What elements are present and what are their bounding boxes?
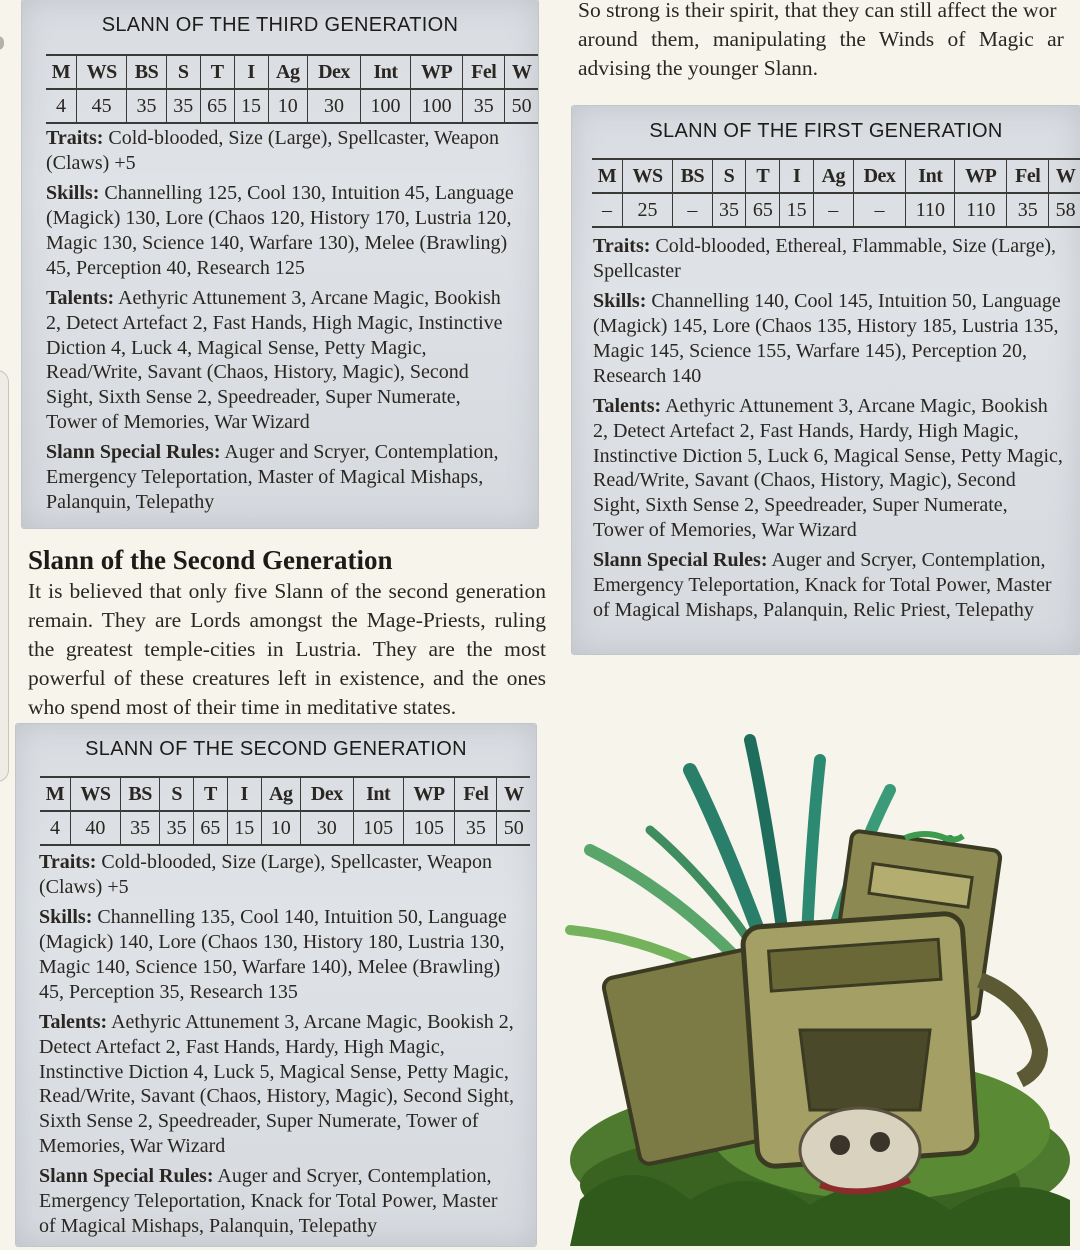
- stat-value: 50: [497, 811, 530, 845]
- skills-text: Channelling 135, Cool 140, Intuition 50, Language (Magick) 140, Lore (Chaos 130, History 180, Lustria 130, Magic 140, Science 150, Warfare 140), Melee (Brawling) 45, Perception 35, Research 135: [39, 906, 507, 1003]
- device-button: [0, 36, 4, 50]
- stat-value: 10: [261, 811, 300, 845]
- stat-header: I: [227, 777, 261, 811]
- stat-value: 30: [300, 811, 353, 845]
- special-rules-label: Slann Special Rules:: [593, 549, 768, 572]
- stat-header: BS: [127, 55, 167, 89]
- stat-value: 4: [56, 94, 66, 117]
- special-rules-label: Slann Special Rules:: [39, 1165, 214, 1188]
- stat-value: 110: [955, 193, 1007, 227]
- stat-header: BS: [673, 159, 712, 193]
- skills-entry: [46, 181, 516, 280]
- stat-value: 35: [712, 193, 746, 227]
- stat-header: I: [780, 159, 814, 193]
- stat-value: 35: [463, 89, 505, 123]
- stat-value: 10: [268, 89, 307, 123]
- section-paragraph: It is believed that only five Slann of the second generation remain. They are Lords amongst the Mage-Priests, ruling the greatest temple-cities in Lustria. They are the most powerful of these creatures left in existence, and the ones who spend most of their time in meditative states.: [28, 579, 546, 719]
- traits-entry: [593, 234, 1063, 283]
- stat-value: 25: [622, 193, 672, 227]
- slann-palanquin-illustration: [550, 730, 1080, 1246]
- stat-value: 4: [49, 816, 60, 839]
- traits-text: Cold-blooded, Ethereal, Flammable, Size (Large), Spellcaster: [593, 235, 1057, 282]
- stat-header: WP: [403, 777, 455, 811]
- stat-header: S: [166, 55, 200, 89]
- statblock-rules: [46, 126, 516, 521]
- skills-text: Channelling 125, Cool 130, Intuition 45, Language (Magick) 130, Lore (Chaos 120, History 170, Lustria 120, Magic 130, Science 140, Warfare 130), Melee (Brawling) 45, Perception 40, Research 125: [46, 182, 514, 279]
- stat-header: WS: [70, 777, 120, 811]
- intro-line: So strong is their spirit, that they can still affect the wor: [578, 0, 1057, 22]
- stat-header: Ag: [261, 777, 300, 811]
- stat-header: M: [45, 782, 65, 805]
- slann-palanquin-icon: [550, 730, 1080, 1246]
- stat-header: T: [194, 777, 228, 811]
- stat-header-row: [40, 777, 530, 811]
- stat-table: [46, 54, 538, 124]
- stat-value: 50: [505, 89, 538, 123]
- intro-text: [578, 0, 1080, 96]
- stat-header: T: [200, 55, 234, 89]
- stat-value: 35: [455, 811, 497, 845]
- stat-value: –: [601, 198, 612, 221]
- stat-value: 105: [403, 811, 455, 845]
- stat-table: [592, 158, 1080, 228]
- skills-text: Channelling 140, Cool 145, Intuition 50, Language (Magick) 145, Lore (Chaos 135, History 185, Lustria 135, Magic 145, Science 155, Warfare 145), Perception 20, Research 140: [593, 290, 1061, 387]
- stat-header: W: [505, 55, 538, 89]
- stat-header: Ag: [814, 159, 853, 193]
- stat-value: 35: [166, 89, 200, 123]
- stat-value: 15: [227, 811, 261, 845]
- stat-value: 35: [127, 89, 167, 123]
- stat-header: Fel: [455, 777, 497, 811]
- stat-value: 35: [120, 811, 159, 845]
- traits-label: Traits:: [46, 127, 104, 149]
- statblock-second-generation: [16, 724, 536, 1246]
- stat-header: T: [746, 159, 780, 193]
- special-rules-entry: [593, 548, 1063, 622]
- statblock-third-generation: [22, 0, 538, 528]
- stat-header: W: [497, 777, 530, 811]
- stat-value: 100: [411, 89, 463, 123]
- special-rules-text: Auger and Scryer, Contemplation, Emergency Teleportation, Master of Magical Mishaps, Palanquin, Telepathy: [46, 441, 499, 513]
- stat-value: 35: [1007, 193, 1049, 227]
- stat-header: Dex: [300, 777, 353, 811]
- talents-text: Aethyric Attunement 3, Arcane Magic, Bookish 2, Detect Artefact 2, Fast Hands, Hardy, High Magic, Instinctive Diction 4, Luck 5, Magical Sense, Petty Magic, Read/Write, Savant (Chaos, History, Magic), Second Sight, Sixth Sense 2, Speedreader, Super Numerate, Tower of Memories, War Wizard: [39, 1011, 515, 1157]
- stat-header: WP: [411, 55, 463, 89]
- special-rules-text: Auger and Scryer, Contemplation, Emergency Teleportation, Knack for Total Power, Master of Magical Mishaps, Palanquin, Telepathy: [39, 1165, 498, 1237]
- stat-header: BS: [120, 777, 159, 811]
- statblock-title: SLANN OF THE THIRD GENERATION: [101, 14, 459, 36]
- stat-value: 65: [194, 811, 228, 845]
- stat-table: [40, 776, 530, 846]
- talents-text: Aethyric Attunement 3, Arcane Magic, Bookish 2, Detect Artefact 2, Fast Hands, High Magic, Instinctive Diction 4, Luck 4, Magical Sense, Petty Magic, Read/Write, Savant (Chaos, History, Magic), Second Sight, Sixth Sense 2, Speedreader, Super Numerate, Tower of Memories, War Wizard: [46, 287, 503, 433]
- stat-value: 15: [780, 193, 814, 227]
- stat-header: Int: [361, 55, 411, 89]
- stat-value: –: [673, 193, 712, 227]
- statblock-title: SLANN OF THE FIRST GENERATION: [649, 120, 1003, 142]
- talents-text: Aethyric Attunement 3, Arcane Magic, Bookish 2, Detect Artefact 2, Fast Hands, Hardy, High Magic, Instinctive Diction 5, Luck 6, Magical Sense, Petty Magic, Read/Write, Savant (Chaos, History, Magic), Second Sight, Sixth Sense 2, Speedreader, Super Numerate, Tower of Memories, War Wizard: [593, 395, 1063, 541]
- stat-header: S: [712, 159, 746, 193]
- stat-value: 65: [746, 193, 780, 227]
- special-rules-entry: [39, 1164, 517, 1238]
- stat-value-row: [592, 193, 1080, 227]
- traits-entry: [46, 126, 516, 175]
- stat-value-row: [46, 89, 538, 123]
- traits-label: Traits:: [593, 235, 651, 257]
- stat-header: W: [1049, 159, 1080, 193]
- stat-header: Int: [906, 159, 955, 193]
- intro-line: around them, manipulating the Winds of Magic ar: [578, 27, 1064, 51]
- stat-value: 105: [353, 811, 403, 845]
- stat-header: Fel: [463, 55, 505, 89]
- stat-header: WS: [77, 55, 127, 89]
- stat-value: 65: [200, 89, 234, 123]
- stat-value: –: [853, 193, 906, 227]
- stat-value-row: [40, 811, 530, 845]
- stat-value: 35: [160, 811, 194, 845]
- traits-label: Traits:: [39, 851, 97, 873]
- stat-value: 30: [307, 89, 360, 123]
- stat-header: Dex: [853, 159, 906, 193]
- stat-header: I: [234, 55, 268, 89]
- stat-header: M: [597, 164, 617, 187]
- stat-header: WS: [622, 159, 672, 193]
- stat-header: M: [51, 60, 71, 83]
- traits-entry: [39, 850, 517, 899]
- stat-header: WP: [955, 159, 1007, 193]
- stat-header-row: [592, 159, 1080, 193]
- skills-label: Skills:: [593, 290, 647, 313]
- special-rules-label: Slann Special Rules:: [46, 441, 221, 464]
- talents-entry: [593, 394, 1063, 542]
- statblock-rules: [39, 850, 517, 1245]
- stat-header-row: [46, 55, 538, 89]
- device-edge: [0, 370, 9, 782]
- traits-text: Cold-blooded, Size (Large), Spellcaster, Weapon (Claws) +5: [39, 851, 493, 898]
- stat-header: Fel: [1007, 159, 1049, 193]
- stat-value: 15: [234, 89, 268, 123]
- talents-label: Talents:: [593, 395, 662, 418]
- stat-value: 40: [70, 811, 120, 845]
- statblock-first-generation: [572, 106, 1080, 654]
- traits-text: Cold-blooded, Size (Large), Spellcaster, Weapon (Claws) +5: [46, 127, 500, 174]
- stat-header: Int: [353, 777, 403, 811]
- talents-entry: [39, 1010, 517, 1158]
- stat-header: Dex: [307, 55, 360, 89]
- special-rules-entry: [46, 440, 516, 514]
- stat-value: 100: [361, 89, 411, 123]
- stat-value: 110: [906, 193, 955, 227]
- skills-entry: [39, 905, 517, 1004]
- talents-label: Talents:: [39, 1011, 108, 1034]
- talents-label: Talents:: [46, 287, 115, 310]
- stat-header: S: [160, 777, 194, 811]
- section-heading: Slann of the Second Generation: [28, 545, 393, 575]
- skills-label: Skills:: [46, 182, 100, 205]
- stat-value: 58: [1049, 193, 1080, 227]
- statblock-rules: [593, 234, 1063, 629]
- skills-entry: [593, 289, 1063, 388]
- talents-entry: [46, 286, 516, 434]
- statblock-title: SLANN OF THE SECOND GENERATION: [85, 738, 467, 760]
- skills-label: Skills:: [39, 906, 93, 929]
- stat-value: –: [814, 193, 853, 227]
- special-rules-text: Auger and Scryer, Contemplation, Emergency Teleportation, Knack for Total Power, Master of Magical Mishaps, Palanquin, Relic Priest, Telepathy: [593, 549, 1052, 621]
- stat-value: 45: [77, 89, 127, 123]
- intro-line: advising the younger Slann.: [578, 56, 819, 80]
- stat-header: Ag: [268, 55, 307, 89]
